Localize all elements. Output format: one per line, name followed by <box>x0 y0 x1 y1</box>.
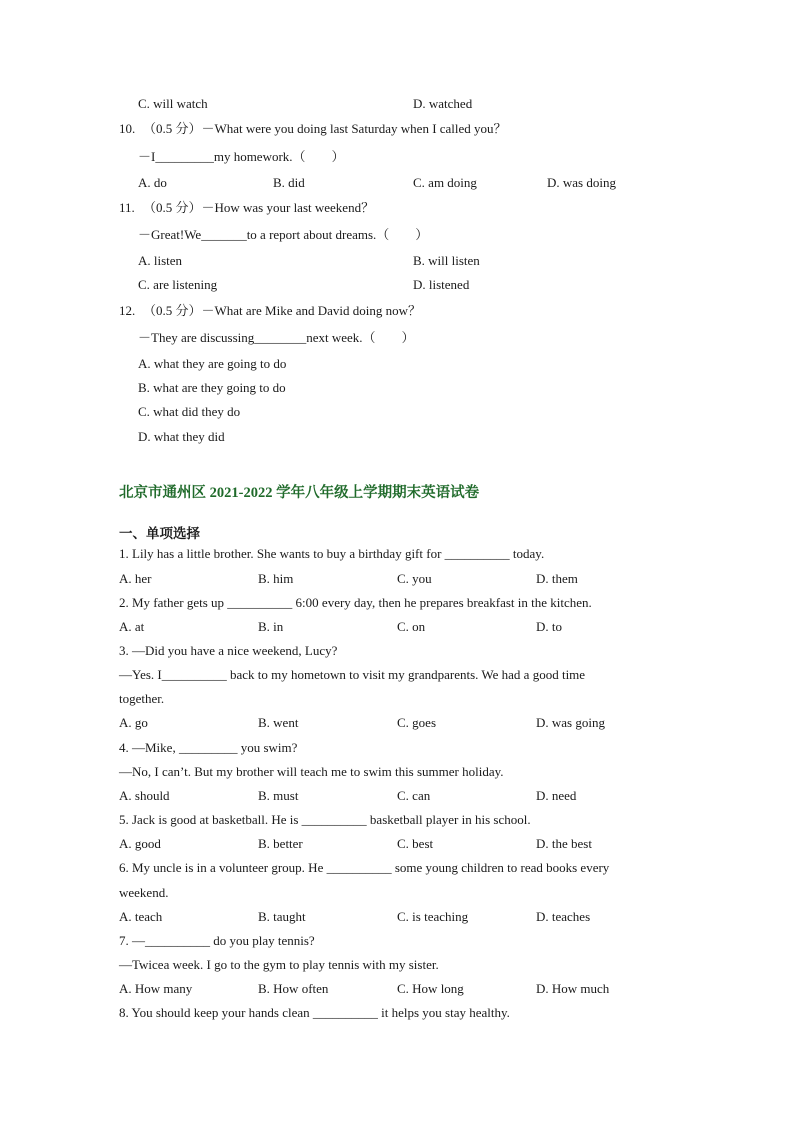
q2-stem: 2. My father gets up __________ 6:00 every day, then he prepares breakfast in the kitchen. <box>119 595 592 610</box>
q11-line2: －Great!We_______to a report about dreams.（ ） <box>138 227 429 242</box>
q12-number: 12. <box>119 303 136 318</box>
section-heading: 一、单项选择 <box>119 526 200 541</box>
q7-stem: 7. —__________ do you play tennis? <box>119 933 315 948</box>
q10-number: 10. <box>119 121 136 136</box>
q12-stem: （0.5 分）－What are Mike and David doing now？ <box>143 303 422 318</box>
q7-option: B. How often <box>258 981 329 996</box>
q9-option-c: C. will watch <box>138 96 208 111</box>
q6-option: B. taught <box>258 909 306 924</box>
q3-option: A. go <box>119 715 148 730</box>
q12-option: D. what they did <box>138 429 225 444</box>
q4-option: C. can <box>397 788 431 803</box>
q1-option: B. him <box>258 571 294 586</box>
q7-option: A. How many <box>119 981 193 996</box>
q10-option: D. was doing <box>547 175 616 190</box>
q1-option: C. you <box>397 571 432 586</box>
q6-line: weekend. <box>119 885 169 900</box>
q11-option: B. will listen <box>413 253 480 268</box>
q10-stem: （0.5 分）－What were you doing last Saturday when I called you？ <box>143 121 507 136</box>
q10-option: B. did <box>273 175 305 190</box>
q3-line: —Yes. I__________ back to my hometown to visit my grandparents. We had a good time <box>119 667 586 682</box>
q6-option: A. teach <box>119 909 163 924</box>
q3-option: D. was going <box>536 715 605 730</box>
q5-option: B. better <box>258 836 303 851</box>
q5-option: D. the best <box>536 836 592 851</box>
q11-option: C. are listening <box>138 277 218 292</box>
q7-option: C. How long <box>397 981 464 996</box>
q9-option-d: D. watched <box>413 96 473 111</box>
q2-option: A. at <box>119 619 145 634</box>
q11-option: A. listen <box>138 253 183 268</box>
q10-option: A. do <box>138 175 167 190</box>
q7-line: —Twicea week. I go to the gym to play tennis with my sister. <box>119 957 439 972</box>
q4-option: A. should <box>119 788 170 803</box>
q3-line: together. <box>119 691 165 706</box>
q7-option: D. How much <box>536 981 610 996</box>
q4-option: B. must <box>258 788 299 803</box>
q11-option: D. listened <box>413 277 470 292</box>
q12-option: B. what are they going to do <box>138 380 286 395</box>
q4-stem: 4. —Mike, _________ you swim? <box>119 740 298 755</box>
q10-line2: －I_________my homework.（ ） <box>138 149 345 164</box>
q5-stem: 5. Jack is good at basketball. He is __________ basketball player in his school. <box>119 812 531 827</box>
q3-stem: 3. —Did you have a nice weekend, Lucy? <box>119 643 338 658</box>
q8-stem: 8. You should keep your hands clean __________ it helps you stay healthy. <box>119 1005 510 1020</box>
q11-stem: （0.5 分）－How was your last weekend？ <box>143 200 375 215</box>
q12-option: C. what did they do <box>138 404 241 419</box>
q6-option: C. is teaching <box>397 909 469 924</box>
q2-option: D. to <box>536 619 562 634</box>
q12-option: A. what they are going to do <box>138 356 287 371</box>
q1-option: A. her <box>119 571 152 586</box>
q12-line2: －They are discussing________next week.（ ） <box>138 330 415 345</box>
q1-stem: 1. Lily has a little brother. She wants to buy a birthday gift for __________ today. <box>119 546 545 561</box>
q6-stem: 6. My uncle is in a volunteer group. He __________ some young children to read books every <box>119 860 610 875</box>
q6-option: D. teaches <box>536 909 591 924</box>
q4-option: D. need <box>536 788 577 803</box>
q5-option: A. good <box>119 836 161 851</box>
q11-number: 11. <box>119 200 135 215</box>
q5-option: C. best <box>397 836 434 851</box>
paper-title: 北京市通州区 2021-2022 学年八年级上学期期末英语试卷 <box>119 485 480 501</box>
q2-option: C. on <box>397 619 426 634</box>
q10-option: C. am doing <box>413 175 477 190</box>
q1-option: D. them <box>536 571 578 586</box>
q2-option: B. in <box>258 619 284 634</box>
q4-line: —No, I can’t. But my brother will teach me to swim this summer holiday. <box>119 764 504 779</box>
q3-option: C. goes <box>397 715 436 730</box>
q3-option: B. went <box>258 715 299 730</box>
